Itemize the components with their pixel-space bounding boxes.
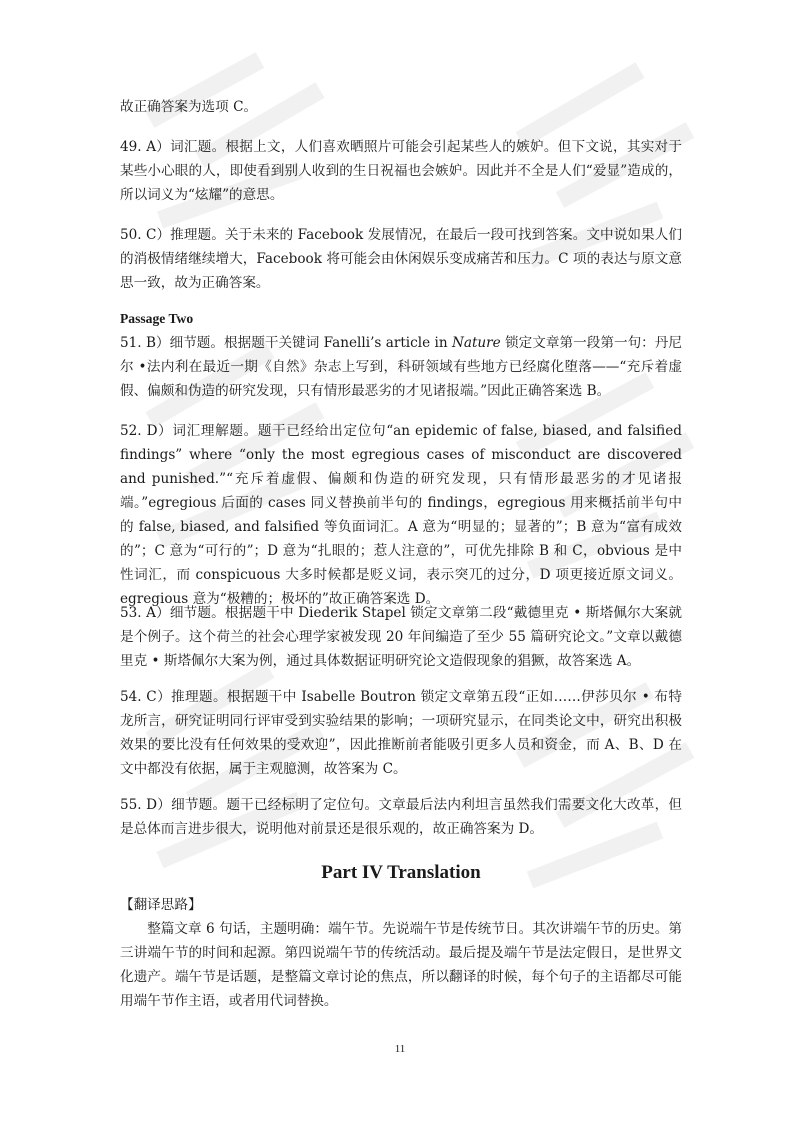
answer-53 (120, 601, 682, 673)
answer-54 (120, 685, 682, 781)
answer-48-conclusion (120, 95, 682, 119)
journal-name: Nature (451, 335, 501, 351)
answer-51-rest: 锁定文章第一段第一句：丹尼尔 •法内利在最近一期《自然》杂志上写到，科研领域有些地方已经腐化堕落——“充斥着虚假、偏颇和伪造的研究发现，只有情形最恶劣的才见诸报端。”因此正确答案选 B。 (120, 335, 682, 399)
answer-51 (120, 331, 682, 403)
passage-two-heading: Passage Two (120, 311, 194, 326)
paragraph-text: 53. A）细节题。根据题干中 Diederik Stapel 锁定文章第二段“戴德里克 • 斯塔佩尔大案就是个例子。这个荷兰的社会心理学家被发现 20 年间编造了至少 55 篇研究论文。”文章以戴德里克 • 斯塔佩尔大案为例，通过具体数据证明研究论文造假现象的猖獗，故答案选 A。 (120, 605, 682, 669)
paragraph-text: 50. C）推理题。关于未来的 Facebook 发展情况，在最后一段可找到答案。文中说如果人们的消极情绪继续增大，Facebook 将可能会由休闲娱乐变成痛苦和压力。C 项的表达与原文意思一致，故为正确答案。 (120, 227, 682, 291)
paragraph-text: 49. A）词汇题。根据上文，人们喜欢晒照片可能会引起某些人的嫉妒。但下文说，其实对于某些小心眼的人，即使看到别人收到的生日祝福也会嫉妒。因此并不全是人们“爱显”造成的，所以词义为“炫耀”的意思。 (120, 139, 682, 203)
answer-51-lead: 51. B）细节题。根据题干关键词 Fanelli’s article in (120, 335, 452, 351)
answer-49 (120, 135, 682, 207)
paragraph-text: 52. D）词汇理解题。题干已经给出定位句“an epidemic of false, biased, and falsified findings” where “only the most egregious cases of misconduct are discovered and punished.”“充斥着虚假、偏颇和伪造的研究发现，只有情形最恶劣的才见诸报端。”egregious 后面的 cases 同义替换前半句的 findings，egregious 用来概括前半句中的 false, biased, and falsified 等负面词汇。A 意为“明显的；显著的”；B 意为“富有成效的”；C 意为“可行的”；D 意为“扎眼的；惹人注意的”，可优先排除 B 和 C，obvious 是中性词汇，而 conspicuous 大多时候都是贬义词，表示突兀的过分，D 项更接近原文词义。egregious 意为“极糟的；极坏的”故正确答案选 D。 (120, 423, 682, 607)
translation-label: 【翻译思路】 (120, 897, 202, 913)
paragraph-text (120, 331, 682, 403)
answer-55 (120, 793, 682, 841)
paragraph-text: 54. C）推理题。根据题干中 Isabelle Boutron 锁定文章第五段“正如……伊莎贝尔 • 布特龙所言，研究证明同行评审受到实验结果的影响；一项研究显示，在同类论文中，研究出积极效果的要比没有任何效果的受欢迎”，因此推断前者能吸引更多人员和资金，而 A、B、D 在文中都没有依据，属于主观臆测，故答案为 C。 (120, 689, 682, 777)
page-number: 11 (394, 1043, 406, 1055)
paragraph-text: 故正确答案为选项 C。 (120, 99, 258, 115)
translation-section (120, 893, 682, 1013)
part-title: Part IV Translation (321, 862, 481, 883)
answer-50 (120, 223, 682, 295)
answer-52 (120, 419, 682, 611)
paragraph-text: 55. D）细节题。题干已经标明了定位句。文章最后法内利坦言虽然我们需要文化大改革，但是总体而言进步很大，说明他对前景还是很乐观的，故正确答案为 D。 (120, 797, 682, 837)
translation-body: 整篇文章 6 句话，主题明确：端午节。先说端午节是传统节日。其次讲端午节的历史。第三讲端午节的时间和起源。第四说端午节的传统活动。最后提及端午节是法定假日，是世界文化遗产。端午节是话题，是整篇文章讨论的焦点，所以翻译的时候，每个句子的主语都尽可能用端午节作主语，或者用代词替换。 (120, 921, 682, 1009)
